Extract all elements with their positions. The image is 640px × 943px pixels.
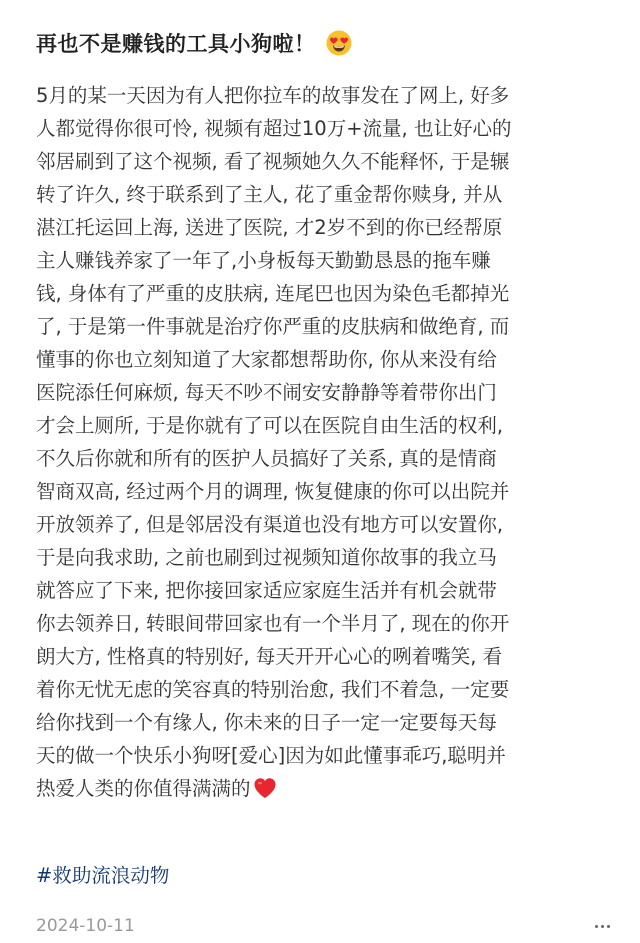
post-title-row	[36, 26, 352, 60]
post-body-line: 钱, 身体有了严重的皮肤病, 连尾巴也因为染色毛都掉光	[36, 282, 510, 305]
post-body-line: 邻居刷到了这个视频, 看了视频她久久不能释怀, 于是辗	[36, 150, 510, 173]
more-dots-icon[interactable]	[588, 911, 616, 941]
post-date: 2024-10-11	[36, 916, 135, 936]
post-body-line: 你去领养日, 转眼间带回家也有一个半月了, 现在的你开	[36, 612, 510, 635]
post-body-line: 给你找到一个有缘人, 你未来的日子一定一定要每天每	[36, 711, 497, 734]
post-body-line: 主人赚钱养家了一年了,小身板每天勤勤恳恳的拖车赚	[36, 249, 491, 272]
post-body-line: 湛江托运回上海, 送进了医院, 才2岁不到的你已经帮原	[36, 216, 503, 239]
post-body-line: 就答应了下来, 把你接回家适应家庭生活并有机会就带	[36, 579, 497, 602]
post-body-line: 了, 于是第一件事就是治疗你严重的皮肤病和做绝育, 而	[36, 315, 510, 338]
post-body-line: 智商双高, 经过两个月的调理, 恢复健康的你可以出院并	[36, 480, 510, 503]
post-body-line: 热爱人类的你值得满满的	[36, 777, 251, 800]
post-body-last-line	[36, 772, 616, 805]
heart-eyes-emoji-icon	[326, 30, 352, 56]
post-body-line: 才会上厕所, 于是你就有了可以在医院自由生活的权利,	[36, 414, 504, 437]
post-body-line: 着你无忧无虑的笑容真的特别治愈, 我们不着急, 一定要	[36, 678, 510, 701]
post-body-line: 朗大方, 性格真的特别好, 每天开开心心的咧着嘴笑, 看	[36, 645, 503, 668]
post-body-line: 医院添任何麻烦, 每天不吵不闹安安静静等着带你出门	[36, 381, 497, 404]
post-body-line: 不久后你就和所有的医护人员搞好了关系, 真的是情商	[36, 447, 497, 470]
post-body-line: 转了许久, 终于联系到了主人, 花了重金帮你赎身, 并从	[36, 183, 503, 206]
post-body-line: 5月的某一天因为有人把你拉车的故事发在了网上, 好多	[36, 84, 510, 107]
red-heart-icon	[253, 776, 277, 798]
post-body-line: 懂事的你也立刻知道了大家都想帮助你, 你从来没有给	[36, 348, 497, 371]
post-body-line: 于是向我求助, 之前也刷到过视频知道你故事的我立马	[36, 546, 497, 569]
hashtag-link[interactable]: #救助流浪动物	[36, 864, 170, 887]
post-body-line: 开放领养了, 但是邻居没有渠道也没有地方可以安置你,	[36, 513, 504, 536]
post-body	[36, 79, 616, 805]
post-body-line: 人都觉得你很可怜, 视频有超过10万+流量, 也让好心的	[36, 117, 512, 140]
post-title: 再也不是赚钱的工具小狗啦！	[36, 32, 316, 56]
post-body-line: 天的做一个快乐小狗呀[爱心]因为如此懂事乖巧,聪明并	[36, 744, 506, 767]
post-footer	[36, 911, 616, 941]
